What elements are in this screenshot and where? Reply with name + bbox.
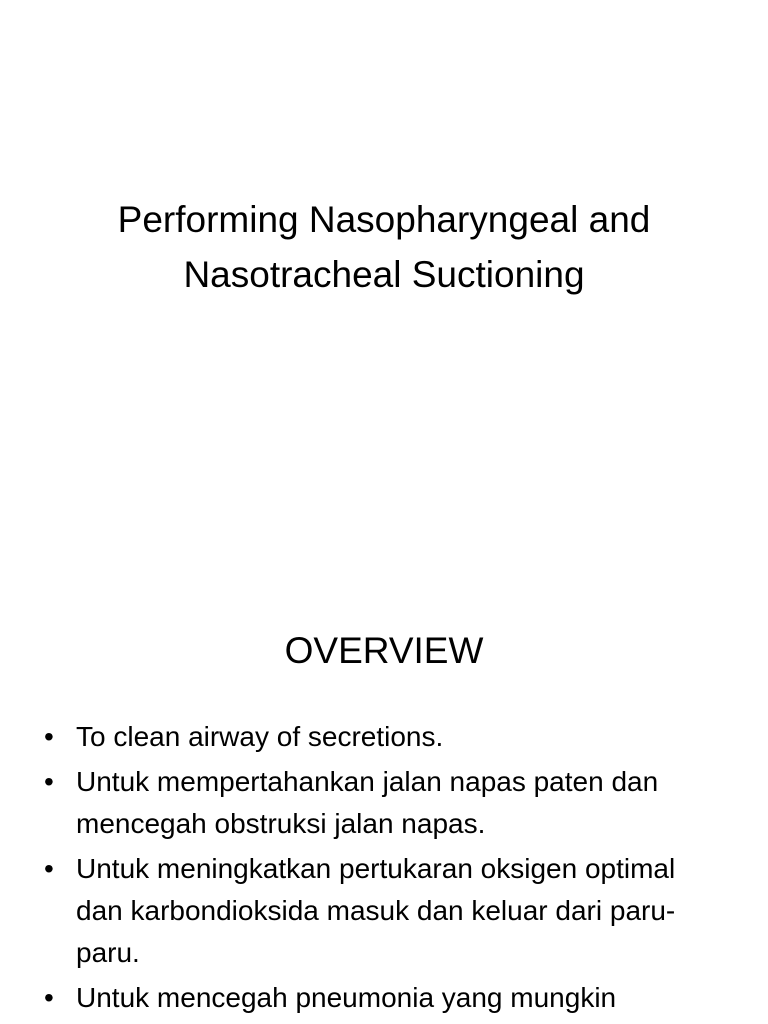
bullet-text: Untuk meningkatkan pertukaran oksigen optimal dan karbondioksida masuk dan keluar dari paru-paru. (76, 853, 676, 968)
bullet-icon: • (44, 721, 54, 752)
bullet-item (44, 848, 728, 977)
bullet-text: Untuk mencegah pneumonia yang mungkin (76, 982, 617, 1013)
bullet-icon: • (44, 982, 54, 1013)
bullet-item (44, 977, 728, 1022)
overview-slide (0, 576, 768, 1024)
slide-title-line-1: Performing Nasopharyngeal and (117, 199, 651, 240)
bullet-item (44, 716, 728, 761)
overview-heading: OVERVIEW (284, 630, 484, 671)
bullet-list (0, 716, 768, 1022)
slide-title (40, 192, 728, 302)
bullet-item (44, 761, 728, 848)
bullet-icon: • (44, 766, 54, 797)
bullet-icon: • (44, 853, 54, 884)
bullet-text: To clean airway of secretions. (76, 721, 444, 752)
slide-title-line-2: Nasotracheal Suctioning (183, 254, 585, 295)
bullet-text: Untuk mempertahankan jalan napas paten dan mencegah obstruksi jalan napas. (76, 766, 659, 839)
